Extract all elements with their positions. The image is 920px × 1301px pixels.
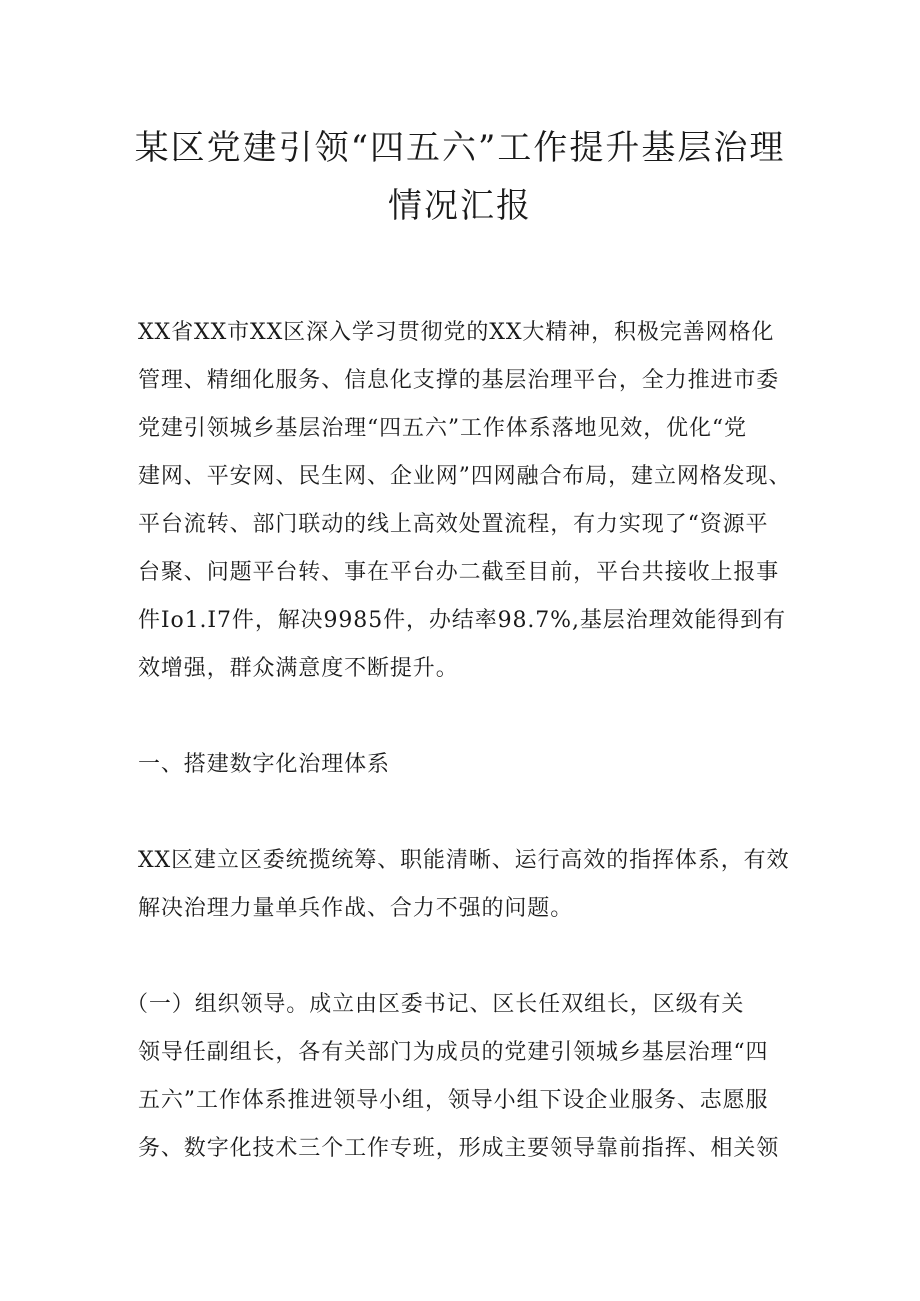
intro-paragraph-line: 平台流转、部门联动的线上高效处置流程，有力实现了“资源平 (138, 512, 769, 537)
intro-paragraph-line: 台聚、问题平台转、事在平台办二截至目前，平台共接收上报事 (138, 560, 780, 585)
intro-paragraph-line: XX省XX市XX区深入学习贯彻党的XX大精神，积极完善网格化 (138, 320, 775, 345)
body-paragraph-line: XX区建立区委统揽统筹、职能清晰、运行高效的指挥体系，有效 (138, 848, 790, 873)
intro-paragraph-line: 件Io1.I7件，解决9985件，办结率98.7%,基层治理效能得到有 (138, 608, 786, 633)
subsection-paragraph-line: 五六”工作体系推进领导小组，领导小组下设企业服务、志愿服 (138, 1088, 769, 1113)
intro-paragraph-line: 建网、平安网、民生网、企业网”四网融合布局，建立网格发现、 (138, 464, 792, 489)
intro-paragraph-line: 管理、精细化服务、信息化支撑的基层治理平台，全力推进市委 (138, 368, 780, 393)
document-title-line-1: 某区党建引领“四五六”工作提升基层治理 (134, 128, 786, 168)
subsection-paragraph-line: 务、数字化技术三个工作专班，形成主要领导靠前指挥、相关领 (138, 1136, 780, 1161)
intro-paragraph-line: 党建引领城乡基层治理“四五六”工作体系落地见效，优化“党 (138, 416, 747, 441)
document-title-line-2: 情况汇报 (388, 186, 532, 226)
subsection-paragraph-line: 领导任副组长，各有关部门为成员的党建引领城乡基层治理“四 (138, 1040, 769, 1065)
body-paragraph-line: 解决治理力量单兵作战、合力不强的问题。 (138, 896, 574, 921)
intro-paragraph-line: 效增强，群众满意度不断提升。 (138, 656, 459, 681)
subsection-paragraph-line: （一）组织领导。成立由区委书记、区长任双组长，区级有关 (126, 992, 745, 1017)
section-heading: 一、搭建数字化治理体系 (138, 752, 390, 777)
